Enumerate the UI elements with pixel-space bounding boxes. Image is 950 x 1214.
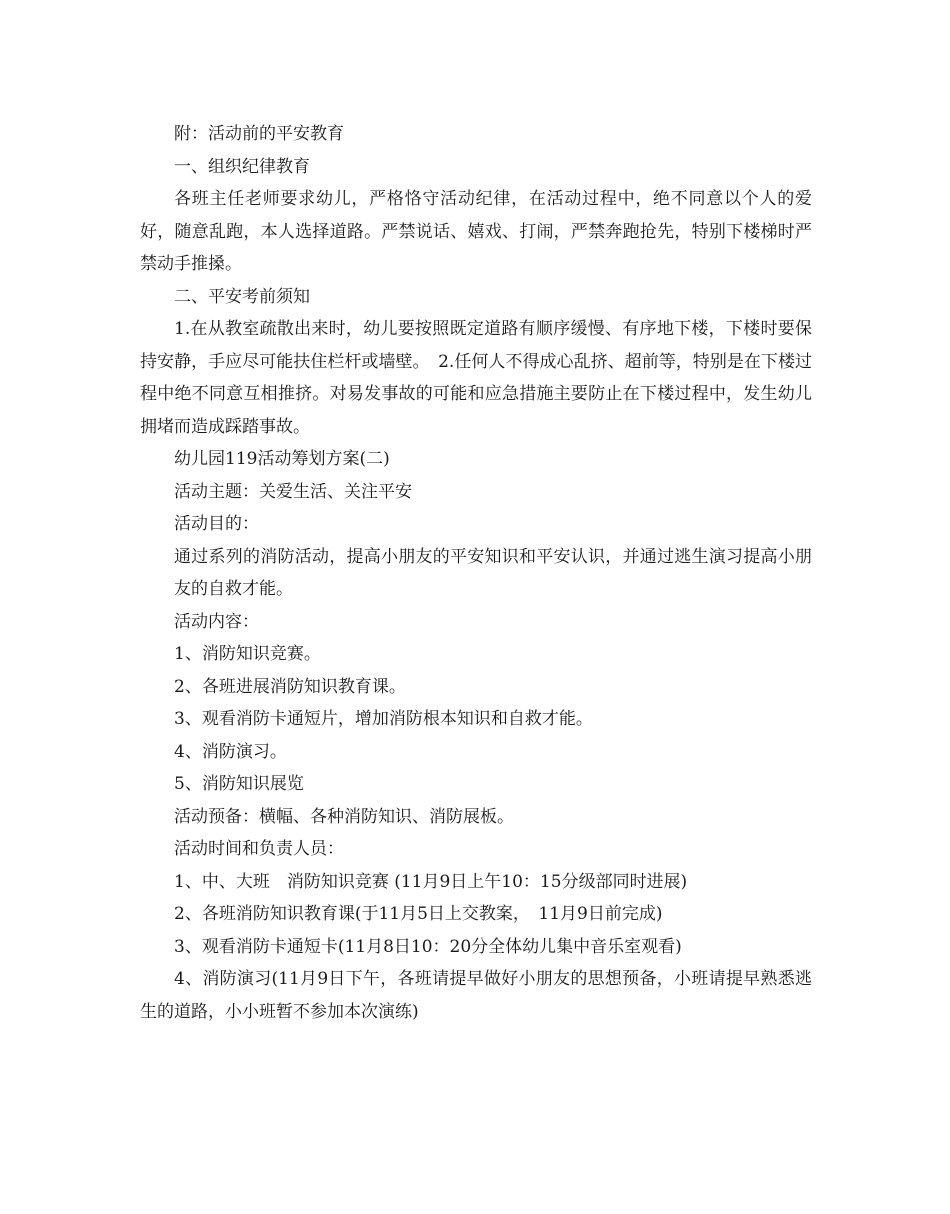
activity-purpose-label: 活动目的：	[174, 514, 259, 534]
content-item: 2、各班进展消防知识教育课。	[174, 676, 406, 697]
plan-title: 幼儿园119活动筹划方案(二)	[174, 449, 390, 469]
appendix-heading: 附：活动前的平安教育	[174, 124, 344, 144]
schedule-item: 4、消防演习(11月9日下午，各班请提早做好小朋友的思想预备，小班请提早熟悉逃生的道路，小小班暂不参加本次演练)	[140, 969, 812, 1022]
paragraph-safety-notes: 1.在从教室疏散出来时，幼儿要按照既定道路有顺序缓慢、有序地下楼，下楼时要保持安静，手应尽可能扶住栏杆或墙壁。 2.任何人不得成心乱挤、超前等，特别是在下楼过程中绝不同意互相推挤。对易发事故的可能和应急措施主要防止在下楼过程中，发生幼儿拥堵而造成踩踏事故。	[140, 319, 812, 437]
section-heading-safety-notes: 二、平安考前须知	[174, 286, 310, 307]
content-item: 3、观看消防卡通短片，增加消防根本知识和自救才能。	[174, 709, 593, 729]
section-heading-discipline: 一、组织纪律教育	[174, 156, 310, 177]
schedule-item: 3、观看消防卡通短卡(11月8日10：20分全体幼儿集中音乐室观看)	[174, 936, 682, 957]
activity-content-label: 活动内容：	[174, 611, 259, 632]
schedule-item: 1、中、大班 消防知识竞赛 (11月9日上午10：15分级部同时进展)	[174, 871, 688, 892]
document-body	[140, 118, 812, 1028]
schedule-label: 活动时间和负责人员：	[174, 839, 344, 859]
activity-purpose-text: 通过系列的消防活动，提高小朋友的平安知识和平安认识，并通过逃生演习提高小朋友的自救才能。	[174, 546, 812, 599]
content-item: 5、消防知识展览	[174, 774, 304, 794]
activity-theme: 活动主题：关爱生活、关注平安	[174, 481, 412, 502]
schedule-item: 2、各班消防知识教育课(于11月5日上交教案， 11月9日前完成)	[174, 904, 663, 924]
content-item: 4、消防演习。	[174, 741, 287, 762]
content-item: 1、消防知识竞赛。	[174, 644, 321, 664]
activity-preparation: 活动预备：横幅、各种消防知识、消防展板。	[174, 806, 514, 827]
paragraph-discipline: 各班主任老师要求幼儿，严格恪守活动纪律，在活动过程中，绝不同意以个人的爱好，随意乱跑，本人选择道路。严禁说话、嬉戏、打闹，严禁奔跑抢先，特别下楼梯时严禁动手推搡。	[140, 189, 812, 274]
